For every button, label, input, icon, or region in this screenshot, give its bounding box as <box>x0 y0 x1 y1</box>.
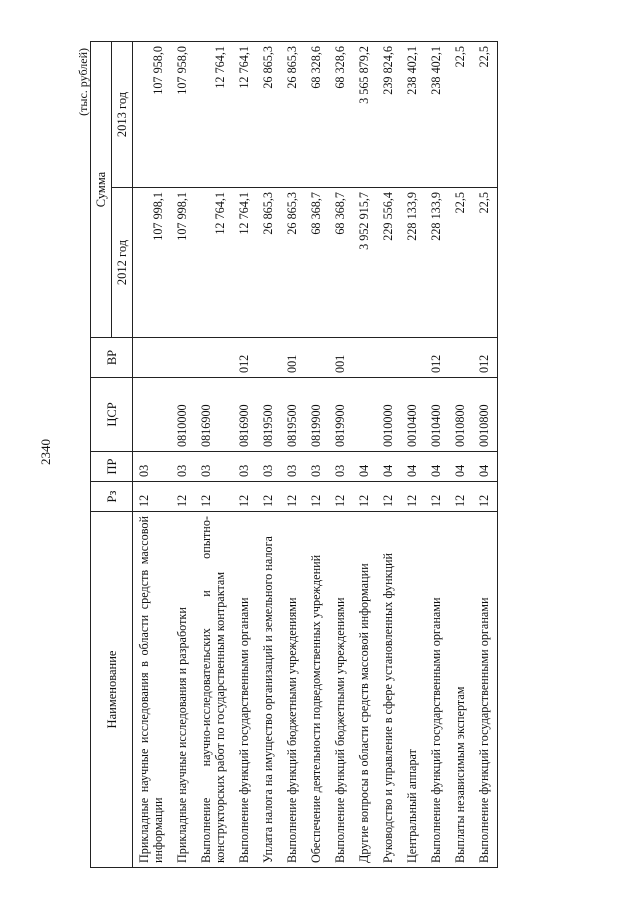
page-number: 2340 <box>38 439 53 465</box>
cell-y2012: 228 133,9 <box>425 188 449 338</box>
cell-y2012: 26 865,3 <box>281 188 305 338</box>
cell-rz: 12 <box>133 482 172 512</box>
cell-y2013: 3 565 879,2 <box>353 42 377 188</box>
cell-name: Выполнение функций государственными органами <box>473 512 498 868</box>
table-row <box>233 42 257 868</box>
cell-y2013: 68 328,6 <box>329 42 353 188</box>
cell-vr <box>377 338 401 378</box>
table-row <box>353 42 377 868</box>
cell-csr: 0010800 <box>449 378 473 452</box>
cell-rz: 12 <box>425 482 449 512</box>
table-row <box>171 42 195 868</box>
cell-vr <box>305 338 329 378</box>
cell-rz: 12 <box>353 482 377 512</box>
header-vr: ВР <box>91 338 133 378</box>
cell-y2013: 238 402,1 <box>401 42 425 188</box>
cell-rz: 12 <box>305 482 329 512</box>
cell-y2013: 68 328,6 <box>305 42 329 188</box>
header-sum: Сумма <box>91 42 112 338</box>
cell-y2013: 238 402,1 <box>425 42 449 188</box>
cell-y2013: 107 958,0 <box>133 42 172 188</box>
cell-name: Выполнение функций бюджетными учреждениями <box>281 512 305 868</box>
cell-y2012: 68 368,7 <box>329 188 353 338</box>
cell-csr: 0010400 <box>425 378 449 452</box>
cell-y2013: 12 764,1 <box>233 42 257 188</box>
cell-vr <box>171 338 195 378</box>
cell-name: Выплаты независимым экспертам <box>449 512 473 868</box>
cell-pr: 03 <box>281 452 305 482</box>
cell-y2012: 22,5 <box>473 188 498 338</box>
cell-y2012: 26 865,3 <box>257 188 281 338</box>
header-2012: 2012 год <box>112 188 133 338</box>
cell-pr: 03 <box>133 452 172 482</box>
cell-csr: 0819900 <box>329 378 353 452</box>
cell-name: Руководство и управление в сфере установленных функций <box>377 512 401 868</box>
cell-csr: 0810000 <box>171 378 195 452</box>
cell-y2013: 26 865,3 <box>281 42 305 188</box>
table-row <box>281 42 305 868</box>
cell-y2012: 228 133,9 <box>401 188 425 338</box>
cell-csr <box>133 378 172 452</box>
cell-pr: 03 <box>195 452 233 482</box>
cell-pr: 03 <box>329 452 353 482</box>
header-rz: Рз <box>91 482 133 512</box>
cell-name: Центральный аппарат <box>401 512 425 868</box>
cell-csr: 0816900 <box>233 378 257 452</box>
cell-name: Прикладные научные исследования в области средств массовой информации <box>133 512 172 868</box>
cell-csr: 0816900 <box>195 378 233 452</box>
table-row <box>257 42 281 868</box>
cell-y2013: 26 865,3 <box>257 42 281 188</box>
cell-rz: 12 <box>171 482 195 512</box>
budget-table <box>90 41 498 868</box>
cell-rz: 12 <box>401 482 425 512</box>
cell-pr: 04 <box>401 452 425 482</box>
cell-rz: 12 <box>233 482 257 512</box>
cell-name: Уплата налога на имущество организаций и земельного налога <box>257 512 281 868</box>
cell-rz: 12 <box>449 482 473 512</box>
cell-y2013: 12 764,1 <box>195 42 233 188</box>
cell-csr: 0010000 <box>377 378 401 452</box>
cell-pr: 03 <box>233 452 257 482</box>
cell-vr: 012 <box>233 338 257 378</box>
header-2013: 2013 год <box>112 42 133 188</box>
cell-csr: 0819500 <box>281 378 305 452</box>
table-row <box>425 42 449 868</box>
cell-vr <box>257 338 281 378</box>
cell-y2012: 229 556,4 <box>377 188 401 338</box>
cell-name: Другие вопросы в области средств массовой информации <box>353 512 377 868</box>
table-row <box>401 42 425 868</box>
cell-rz: 12 <box>329 482 353 512</box>
cell-pr: 03 <box>171 452 195 482</box>
table-body <box>133 42 498 868</box>
cell-name: Обеспечение деятельности подведомственных учреждений <box>305 512 329 868</box>
cell-y2012: 107 998,1 <box>133 188 172 338</box>
header-pr: ПР <box>91 452 133 482</box>
rotated-table-region <box>76 40 616 868</box>
cell-vr <box>449 338 473 378</box>
cell-pr: 03 <box>257 452 281 482</box>
cell-vr <box>133 338 172 378</box>
cell-y2012: 3 952 915,7 <box>353 188 377 338</box>
cell-y2012: 68 368,7 <box>305 188 329 338</box>
cell-vr: 012 <box>425 338 449 378</box>
cell-rz: 12 <box>377 482 401 512</box>
cell-rz: 12 <box>281 482 305 512</box>
cell-csr: 0010800 <box>473 378 498 452</box>
table-row <box>449 42 473 868</box>
cell-vr: 012 <box>473 338 498 378</box>
cell-vr <box>401 338 425 378</box>
header-name: Наименование <box>91 512 133 868</box>
cell-csr: 0819900 <box>305 378 329 452</box>
cell-y2013: 107 958,0 <box>171 42 195 188</box>
cell-name: Выполнение функций государственными органами <box>233 512 257 868</box>
table-row <box>473 42 498 868</box>
cell-rz: 12 <box>473 482 498 512</box>
cell-pr: 04 <box>377 452 401 482</box>
cell-name: Выполнение научно-исследовательских и опытно-конструкторских работ по государственным контрактам <box>195 512 233 868</box>
cell-vr: 001 <box>329 338 353 378</box>
header-csr: ЦСР <box>91 378 133 452</box>
table-row <box>195 42 233 868</box>
table-row <box>133 42 172 868</box>
cell-y2012: 12 764,1 <box>233 188 257 338</box>
table-row <box>377 42 401 868</box>
cell-pr: 03 <box>305 452 329 482</box>
cell-vr: 001 <box>281 338 305 378</box>
cell-y2012: 107 998,1 <box>171 188 195 338</box>
cell-pr: 04 <box>425 452 449 482</box>
cell-y2013: 239 824,6 <box>377 42 401 188</box>
unit-note: (тыс. рублей) <box>76 48 90 116</box>
cell-y2012: 22,5 <box>449 188 473 338</box>
cell-csr: 0819500 <box>257 378 281 452</box>
cell-vr <box>353 338 377 378</box>
cell-pr: 04 <box>473 452 498 482</box>
cell-rz: 12 <box>257 482 281 512</box>
cell-name: Выполнение функций бюджетными учреждениями <box>329 512 353 868</box>
cell-name: Прикладные научные исследования и разработки <box>171 512 195 868</box>
cell-pr: 04 <box>449 452 473 482</box>
cell-y2013: 22,5 <box>449 42 473 188</box>
cell-pr: 04 <box>353 452 377 482</box>
cell-csr: 0010400 <box>401 378 425 452</box>
cell-name: Выполнение функций государственными органами <box>425 512 449 868</box>
cell-y2012: 12 764,1 <box>195 188 233 338</box>
cell-rz: 12 <box>195 482 233 512</box>
cell-vr <box>195 338 233 378</box>
table-row <box>305 42 329 868</box>
table-row <box>329 42 353 868</box>
cell-y2013: 22,5 <box>473 42 498 188</box>
cell-csr <box>353 378 377 452</box>
